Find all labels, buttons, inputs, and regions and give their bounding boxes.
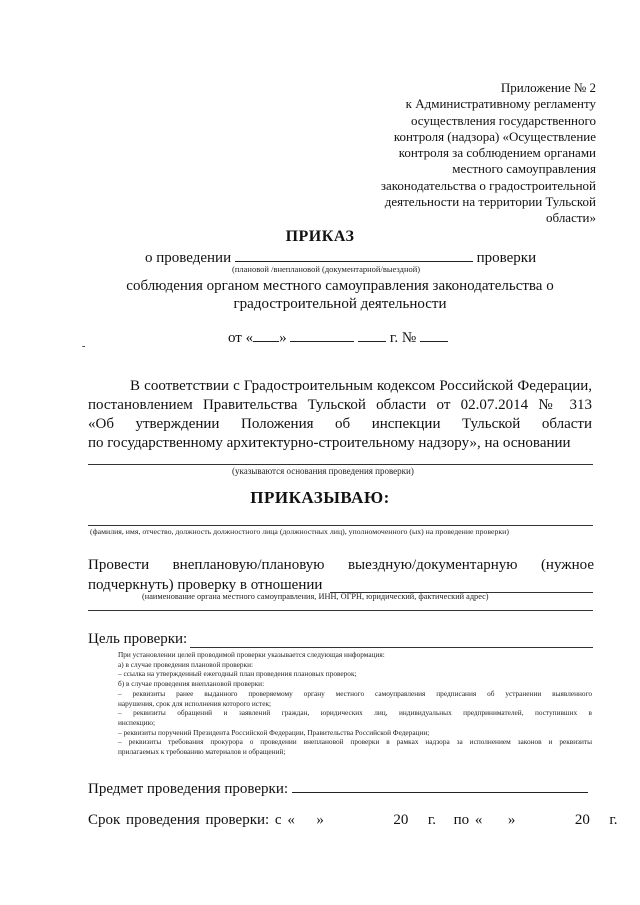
grounds-field-line[interactable] (88, 464, 593, 465)
instruction-line: – ссылка на утвержденный ежегодный план проведения плановых проверок; (118, 669, 357, 679)
subject-line (88, 779, 588, 798)
instruction-line: б) в случае проведения внеплановой проверки: (118, 679, 265, 689)
order-number-field[interactable] (420, 328, 448, 342)
preamble-line: постановлением Правительства Тульской области от 02.07.2014 № 313 (88, 397, 592, 413)
purpose-instructions (118, 650, 592, 757)
instruction-line: При установлении целей проводимой проверки указывается следующая информация: (118, 650, 385, 659)
date-year-label: г. № (389, 330, 417, 346)
date-day-field[interactable] (253, 328, 279, 342)
check-type-field[interactable] (235, 248, 473, 262)
appendix-line: деятельности на территории Тульской (384, 194, 596, 210)
appendix-line: Приложение № 2 (500, 80, 596, 95)
instruction-line: – реквизиты ранее выданного проверяемому органу местного самоуправления предписания об устранении выявленного (118, 688, 592, 698)
about-suffix: проверки (476, 250, 537, 266)
date-month-field[interactable] (290, 328, 354, 342)
order-word: ПРИКАЗЫВАЮ: (250, 488, 390, 507)
preamble-line: «Об утверждении Положения об инспекции Тульской области (88, 416, 592, 432)
term-g-1: г. (427, 812, 437, 828)
preamble-line: В соответствии с Градостроительным кодексом Российской Федерации, (130, 378, 592, 394)
about-continuation: соблюдения органом местного самоуправления законодательства о градостроительной деятельности (126, 278, 554, 312)
term-close-quote-2: » (507, 812, 516, 828)
date-from-label: от « (228, 330, 254, 346)
instruction-line: а) в случае проведения плановой проверки: (118, 659, 254, 669)
about-prefix: о проведении (145, 250, 232, 266)
conduct-line: Провести внеплановую/плановую выездную/документарную (нужное (88, 557, 594, 573)
instruction-line: инспекцию; (118, 717, 156, 727)
appendix-line: контроля (надзора) «Осуществление (393, 128, 596, 144)
instruction-line: – реквизиты требования прокурора о проведении внеплановой проверки в рамках надзора за исполнением законов и реквизиты (118, 737, 592, 747)
preamble (88, 377, 592, 453)
appendix-line: местного самоуправления (452, 161, 596, 177)
purpose-field-line[interactable] (190, 647, 593, 648)
date-line (228, 328, 448, 347)
purpose-label: Цель проверки: (88, 631, 188, 647)
instruction-line: – реквизиты поручений Президента Российской Федерации, Правительства Российской Федерации; (118, 727, 430, 737)
instruction-line: прилагаемых к требованию материалов и обращений; (118, 747, 286, 757)
date-close-quote: » (279, 330, 287, 346)
subject-label: Предмет проведения проверки: (88, 781, 289, 797)
person-field-line[interactable] (88, 525, 593, 526)
object-hint: (наименование органа местного самоуправления, ИНН, ОГРН, юридический, фактический адрес) (142, 592, 489, 601)
term-line (88, 812, 618, 829)
appendix-line: законодательства о градостроительной (380, 177, 596, 193)
document-title: ПРИКАЗ (285, 228, 355, 245)
term-year-1: 20 (393, 812, 409, 828)
appendix-line: области» (546, 210, 596, 226)
object-field-line-2[interactable] (88, 610, 593, 611)
appendix-header (360, 80, 596, 227)
appendix-line: к Административному регламенту (405, 96, 596, 112)
term-to-label: по « (453, 812, 483, 828)
conduct-line: подчеркнуть) проверку в отношении (88, 577, 323, 593)
appendix-line: осуществления государственного (410, 112, 596, 128)
term-label: Срок проведения проверки: с « (88, 812, 295, 828)
term-close-quote-1: » (316, 812, 324, 828)
conduct-paragraph (88, 555, 594, 595)
grounds-hint: (указываются основания проведения проверки) (232, 466, 414, 476)
instruction-line: – реквизиты обращений и заявлений граждан, юридических лиц, индивидуальных предпринимателей, поступивших в (118, 708, 592, 718)
appendix-line: контроля за соблюдением органами (398, 145, 596, 161)
stray-mark: - (82, 341, 86, 352)
check-type-hint: (плановой /внеплановой (документарной/выездной) (232, 264, 421, 274)
term-year-2: 20 (574, 812, 590, 828)
subject-field[interactable] (292, 779, 588, 793)
person-hint: (фамилия, имя, отчество, должность должностного лица (должностных лиц), уполномоченного (ых) на проведение проверки) (90, 527, 509, 536)
preamble-line: по государственному архитектурно-строительному надзору», на основании (88, 435, 571, 451)
term-g-2: г. (609, 812, 618, 828)
instruction-line: нарушения, срок для исполнения которого истек; (118, 698, 272, 708)
date-year-field[interactable] (358, 328, 386, 342)
